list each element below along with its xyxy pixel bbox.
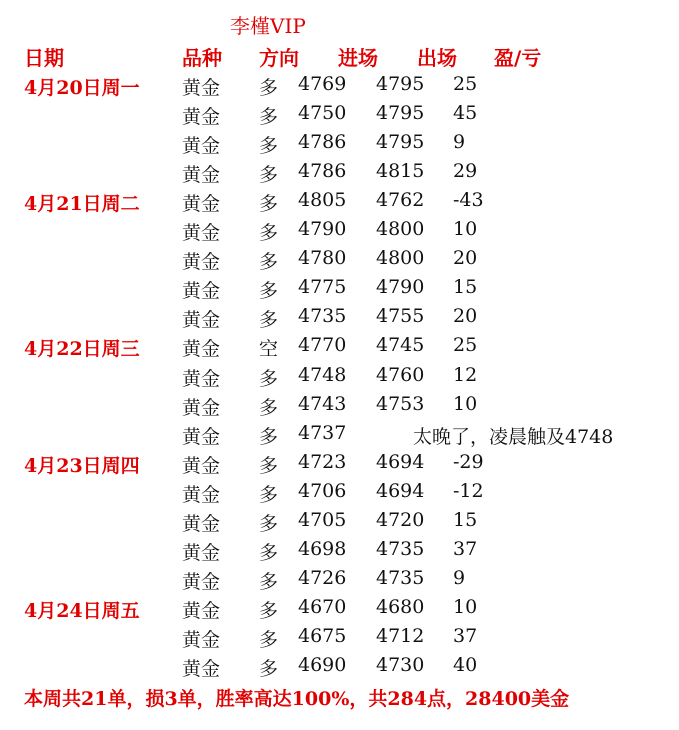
trade-date: 4月20日周一 (24, 77, 140, 99)
trade-exit: 4795 (376, 131, 425, 154)
trade-product: 黄金 (182, 425, 221, 448)
trade-date: 4月23日周四 (24, 454, 140, 477)
trade-product: 黄金 (182, 483, 221, 506)
trade-pl: 9 (453, 131, 466, 154)
trade-entry: 4698 (298, 537, 347, 560)
trade-direction: 多 (259, 222, 279, 245)
table-row (0, 596, 679, 625)
trade-product: 黄金 (182, 222, 221, 245)
trade-entry: 4770 (298, 334, 347, 357)
trade-pl: -29 (453, 450, 484, 473)
table-row (0, 160, 679, 189)
trade-exit: 4745 (376, 334, 425, 357)
trade-entry: 4737 (298, 421, 347, 444)
trade-pl: 12 (453, 363, 478, 386)
trade-product: 黄金 (182, 658, 221, 680)
table-row (0, 654, 679, 683)
trade-direction: 多 (259, 658, 279, 680)
trade-entry: 4670 (298, 595, 347, 618)
trade-product: 黄金 (182, 570, 221, 593)
table-row (0, 102, 679, 131)
table-row (0, 131, 679, 160)
trade-entry: 4805 (298, 189, 347, 212)
trade-product: 黄金 (182, 367, 221, 390)
trade-entry: 4780 (298, 247, 347, 270)
trade-exit: 4694 (376, 479, 425, 502)
trade-direction: 多 (259, 77, 279, 99)
trade-entry: 4690 (298, 654, 347, 676)
table-row (0, 364, 679, 393)
trade-pl: 25 (453, 334, 478, 357)
trade-exit: 4795 (376, 102, 425, 125)
trade-product: 黄金 (182, 541, 221, 564)
table-row (0, 305, 679, 334)
trade-entry: 4705 (298, 508, 347, 531)
table-row (0, 189, 679, 218)
trade-pl: 10 (453, 392, 478, 415)
trade-pl: 29 (453, 160, 478, 183)
trade-entry: 4675 (298, 624, 347, 647)
trade-direction: 多 (259, 251, 279, 274)
trade-entry: 4743 (298, 392, 347, 415)
trade-product: 黄金 (182, 338, 221, 361)
trade-direction: 多 (259, 512, 279, 535)
trade-exit: 4800 (376, 218, 425, 241)
trade-product: 黄金 (182, 512, 221, 535)
trade-pl: 20 (453, 305, 478, 328)
trade-exit: 4753 (376, 392, 425, 415)
trade-product: 黄金 (182, 193, 221, 216)
trade-product: 黄金 (182, 280, 221, 303)
trade-entry: 4750 (298, 102, 347, 125)
trade-exit: 4760 (376, 363, 425, 386)
trade-entry: 4706 (298, 479, 347, 502)
trade-direction: 多 (259, 367, 279, 390)
table-row (0, 334, 679, 363)
trade-pl: 20 (453, 247, 478, 270)
trade-direction: 多 (259, 483, 279, 506)
header-direction: 方向 (259, 46, 299, 70)
page-title: 李槿VIP (230, 14, 306, 38)
trade-exit: 4680 (376, 595, 425, 618)
trade-pl: 40 (453, 654, 478, 676)
header-date: 日期 (24, 46, 64, 70)
trade-exit: 4815 (376, 160, 425, 183)
trade-exit: 4730 (376, 654, 425, 676)
trade-pl: 37 (453, 537, 478, 560)
trade-date: 4月21日周二 (24, 193, 140, 216)
trade-entry: 4769 (298, 73, 347, 95)
trade-exit: 4694 (376, 450, 425, 473)
trade-date: 4月22日周三 (24, 338, 140, 361)
trade-entry: 4790 (298, 218, 347, 241)
trade-exit: 4762 (376, 189, 425, 212)
header-entry: 进场 (338, 46, 378, 70)
trade-direction: 多 (259, 106, 279, 129)
trade-direction: 空 (259, 338, 279, 361)
table-row (0, 393, 679, 422)
header-exit: 出场 (417, 46, 457, 70)
trade-direction: 多 (259, 628, 279, 651)
trade-pl: 15 (453, 276, 478, 299)
trade-direction: 多 (259, 396, 279, 419)
trade-product: 黄金 (182, 454, 221, 477)
trade-pl: 25 (453, 73, 478, 95)
trade-product: 黄金 (182, 309, 221, 332)
trade-direction: 多 (259, 193, 279, 216)
trade-entry: 4786 (298, 131, 347, 154)
trade-direction: 多 (259, 280, 279, 303)
table-row (0, 451, 679, 480)
trade-direction: 多 (259, 164, 279, 187)
table-row (0, 73, 679, 102)
trade-product: 黄金 (182, 164, 221, 187)
header-pl: 盈/亏 (494, 46, 542, 70)
trade-pl: 45 (453, 102, 478, 125)
trade-pl: 37 (453, 624, 478, 647)
trade-product: 黄金 (182, 106, 221, 129)
trade-exit: 4790 (376, 276, 425, 299)
table-row (0, 567, 679, 596)
weekly-summary: 本周共21单，损3单，胜率高达100%，共284点，28400美金 (24, 688, 570, 710)
trade-exit: 4712 (376, 624, 425, 647)
trade-direction: 多 (259, 425, 279, 448)
trade-direction: 多 (259, 570, 279, 593)
trade-exit: 4735 (376, 566, 425, 589)
trade-pl: -43 (453, 189, 484, 212)
trade-product: 黄金 (182, 628, 221, 651)
header-product: 品种 (182, 46, 222, 70)
trade-entry: 4726 (298, 566, 347, 589)
trade-product: 黄金 (182, 135, 221, 158)
trade-entry: 4735 (298, 305, 347, 328)
trade-exit: 4755 (376, 305, 425, 328)
trade-pl: 15 (453, 508, 478, 531)
trade-date: 4月24日周五 (24, 599, 140, 622)
trade-entry: 4786 (298, 160, 347, 183)
trade-pl: 9 (453, 566, 466, 589)
trade-entry: 4723 (298, 450, 347, 473)
trade-product: 黄金 (182, 599, 221, 622)
trade-note: 太晚了，凌晨触及4748 (413, 425, 614, 448)
table-row (0, 480, 679, 509)
trade-product: 黄金 (182, 396, 221, 419)
trade-direction: 多 (259, 309, 279, 332)
trade-exit: 4795 (376, 73, 425, 95)
table-row (0, 218, 679, 247)
table-row (0, 538, 679, 567)
trade-entry: 4748 (298, 363, 347, 386)
trade-direction: 多 (259, 541, 279, 564)
trade-exit: 4720 (376, 508, 425, 531)
trade-exit: 4800 (376, 247, 425, 270)
table-row (0, 422, 679, 451)
trade-product: 黄金 (182, 251, 221, 274)
trade-pl: 10 (453, 218, 478, 241)
trade-direction: 多 (259, 135, 279, 158)
trade-pl: 10 (453, 595, 478, 618)
trade-entry: 4775 (298, 276, 347, 299)
table-row (0, 625, 679, 654)
trade-pl: -12 (453, 479, 484, 502)
trade-direction: 多 (259, 454, 279, 477)
trade-exit: 4735 (376, 537, 425, 560)
trade-product: 黄金 (182, 77, 221, 99)
table-row (0, 509, 679, 538)
trade-direction: 多 (259, 599, 279, 622)
table-row (0, 276, 679, 305)
table-row (0, 247, 679, 276)
